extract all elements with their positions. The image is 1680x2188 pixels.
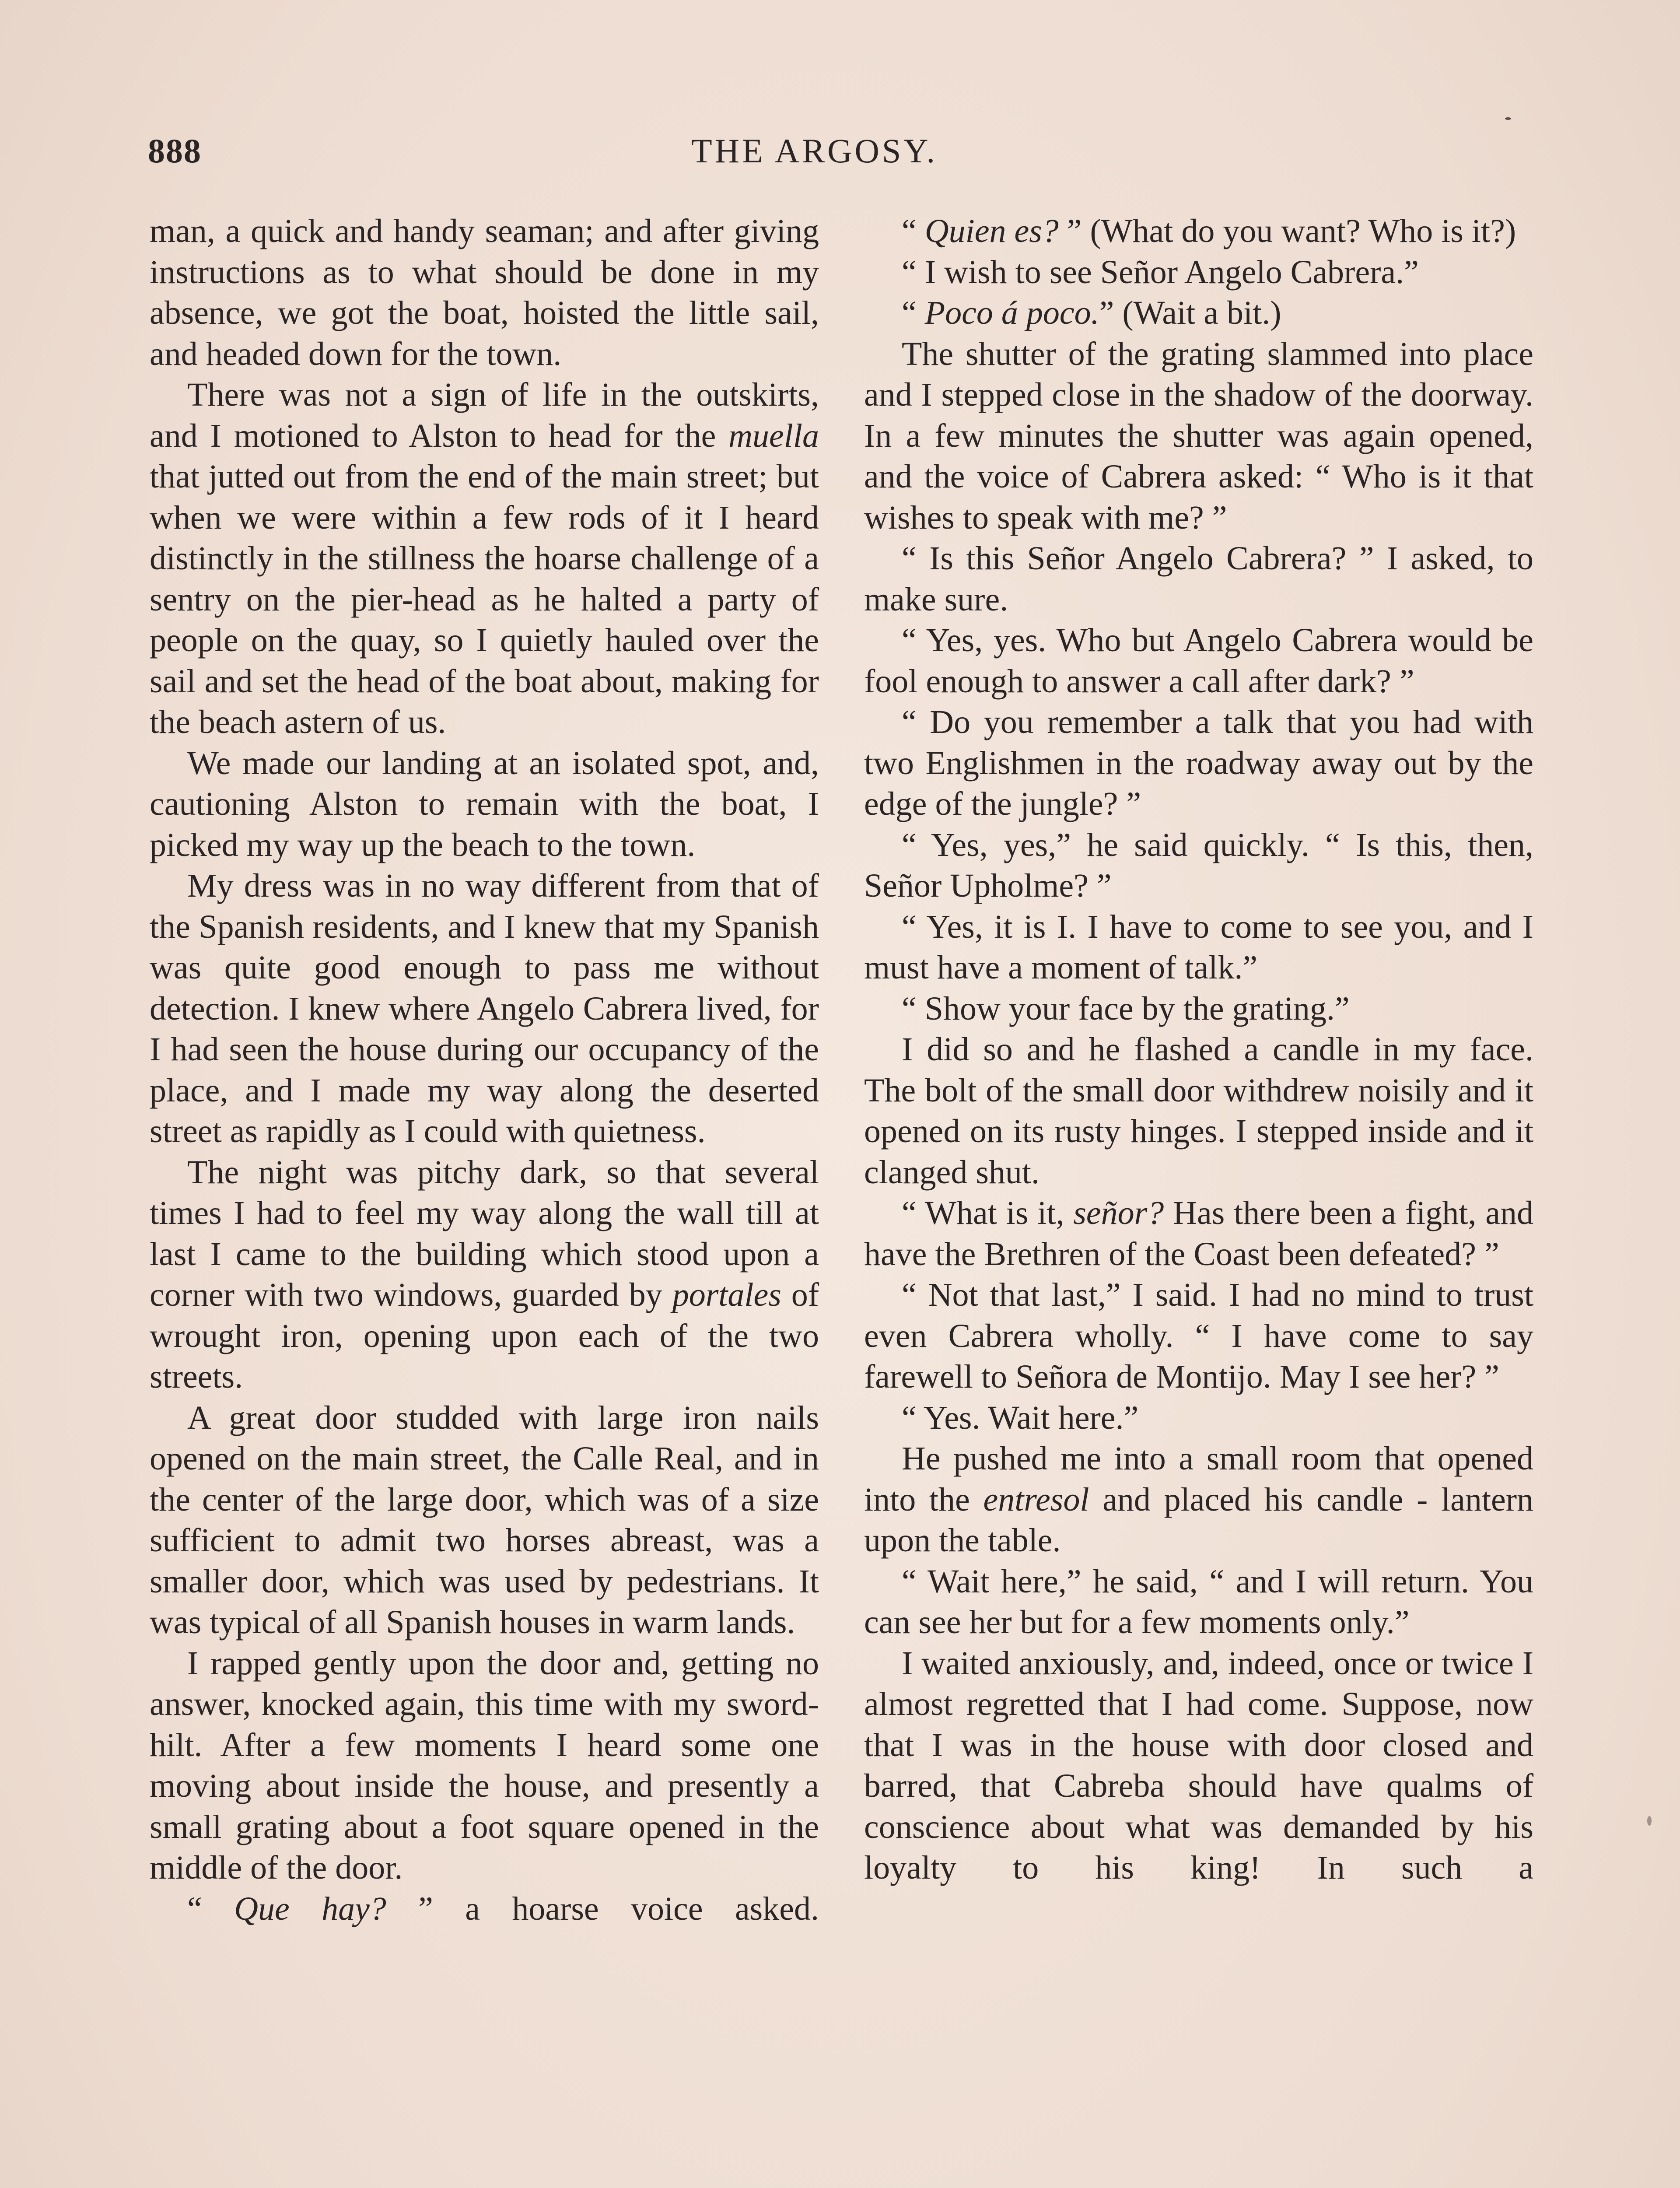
paragraph: My dress was in no way different from that of the Spanish residents, and I knew that my Spanish was quite good enough to pass me without detection. I knew where Angelo Cabrera lived, for I had seen the house during our occupancy of the place, and I made my way along the deserted street as rapidly as I could with quietness.	[150, 867, 819, 1150]
paragraph: “ Quien es? ” (What do you want? Who is it?)	[902, 213, 1516, 249]
paragraph: “ Yes. Wait here.”	[902, 1399, 1139, 1436]
paragraph: “ I wish to see Señor Angelo Cabrera.”	[902, 253, 1419, 291]
page-number: 888	[148, 132, 202, 170]
paragraph: We made our landing at an isolated spot, and, cautioning Alston to remain with the boat, I picked my way up the beach to the town.	[150, 744, 819, 863]
left-column	[150, 211, 819, 1929]
paragraph: “ Not that last,” I said. I had no mind to trust even Cabrera wholly. “ I have come to say farewell to Señora de Montijo. May I see her? ”	[864, 1276, 1533, 1395]
paragraph: “ Yes, yes. Who but Angelo Cabrera would be fool enough to answer a call after dark? ”	[864, 622, 1533, 700]
paragraph: “ Is this Señor Angelo Cabrera? ” I asked, to make sure.	[864, 540, 1533, 618]
paragraph: He pushed me into a small room that opened into the entresol and placed his candle - lantern upon the table.	[864, 1440, 1533, 1559]
paragraph: “ Wait here,” he said, “ and I will return. You can see her but for a few moments only.”	[864, 1563, 1533, 1641]
ink-speck	[1647, 1816, 1652, 1826]
paragraph: The shutter of the grating slammed into place and I stepped close in the shadow of the doorway. In a few minutes the shutter was again opened, and the voice of Cabrera asked: “ Who is it that wishes to speak with me? ”	[864, 335, 1533, 536]
paragraph: I waited anxiously, and, indeed, once or twice I almost regretted that I had come. Suppose, now that I was in the house with door closed and barred, that Cabreba should have qualms of conscience about what was demanded by his loyalty to his king! In such a	[864, 1645, 1533, 1886]
paragraph: There was not a sign of life in the outskirts, and I motioned to Alston to head for the muella that jutted out from the end of the main street; but when we were within a few rods of it I heard distinctly in the stillness the hoarse challenge of a sentry on the pier-head as he halted a party of people on the quay, so I quietly hauled over the sail and set the head of the boat about, making for the beach astern of us.	[150, 376, 819, 740]
paragraph: “ Yes, it is I. I have to come to see you, and I must have a moment of talk.”	[864, 908, 1533, 986]
paragraph: “ Do you remember a talk that you had with two Englishmen in the roadway away out by the edge of the jungle? ”	[864, 704, 1533, 822]
right-column	[864, 211, 1533, 1889]
ink-speck	[1505, 117, 1511, 120]
paragraph: I did so and he flashed a candle in my face. The bolt of the small door withdrew noisily and it opened on its rusty hinges. I stepped inside and it clanged shut.	[864, 1031, 1533, 1191]
paragraph: “ Que hay? ” a hoarse voice asked.	[187, 1890, 819, 1927]
paragraph: A great door studded with large iron nails opened on the main street, the Calle Real, and in the center of the large door, which was of a size sufficient to admit two horses abreast, was a smaller door, which was used by pedestrians. It was typical of all Spanish houses in warm lands.	[150, 1399, 819, 1641]
paragraph: “ Show your face by the grating.”	[902, 990, 1350, 1027]
paragraph: I rapped gently upon the door and, getting no answer, knocked again, this time with my sword-hilt. After a few moments I heard some one moving about inside the house, and presently a small grating about a foot square opened in the middle of the door.	[150, 1645, 819, 1886]
paragraph: The night was pitchy dark, so that several times I had to feel my way along the wall till at last I came to the building which stood upon a corner with two windows, guarded by portales of wrought iron, opening upon each of the two streets.	[150, 1154, 819, 1395]
paragraph: man, a quick and handy seaman; and after giving instructions as to what should be done in my absence, we got the boat, hoisted the little sail, and headed down for the town.	[150, 213, 819, 372]
paragraph: “ Yes, yes,” he said quickly. “ Is this, then, Señor Upholme? ”	[864, 826, 1533, 904]
paragraph: “ Poco á poco.” (Wait a bit.)	[902, 295, 1281, 331]
paragraph: “ What is it, señor? Has there been a fight, and have the Brethren of the Coast been defeated? ”	[864, 1195, 1533, 1273]
running-title: THE ARGOSY.	[691, 132, 938, 170]
